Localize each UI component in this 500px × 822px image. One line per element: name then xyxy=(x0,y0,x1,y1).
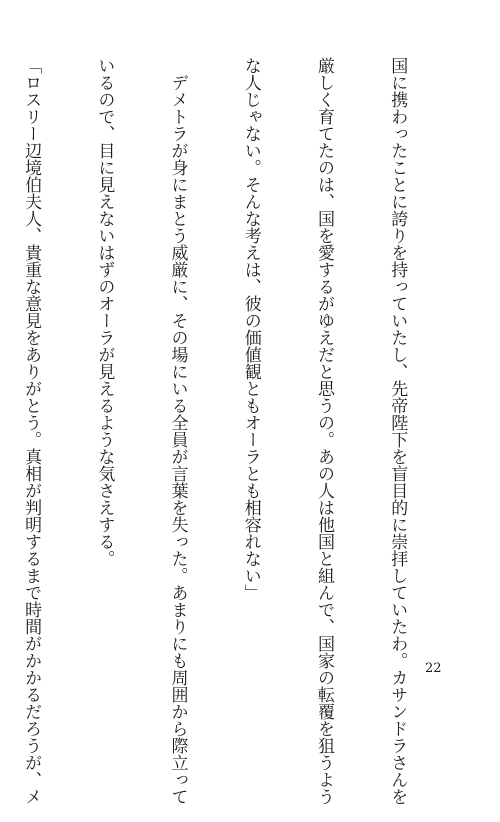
text-line: 国に携わったことに誇りを持っていたし、先帝陛下を盲目的に崇拝していたわ。カサンドラさんを xyxy=(387,57,408,805)
page-number: 22 xyxy=(425,661,442,676)
text-line: いるので、目に見えないはずのオーラが見えるような気さえする。 xyxy=(94,57,115,567)
text-line: な人じゃない。そんな考えは、彼の価値観ともオーラとも相容れない」 xyxy=(240,57,261,601)
text-line: 「ロスリー辺境伯夫人、貴重な意見をありがとう。真相が判明するまで時間がかかるだろうが、メ xyxy=(21,57,42,805)
text-line: 厳しく育てたのは、国を愛するがゆえだと思うの。あの人は他国と組んで、国家の転覆を狙うよう xyxy=(313,57,334,805)
text-line: デメトラが身にまとう威厳に、その場にいる全員が言葉を失った。あまりにも周囲から際立って xyxy=(167,57,188,805)
